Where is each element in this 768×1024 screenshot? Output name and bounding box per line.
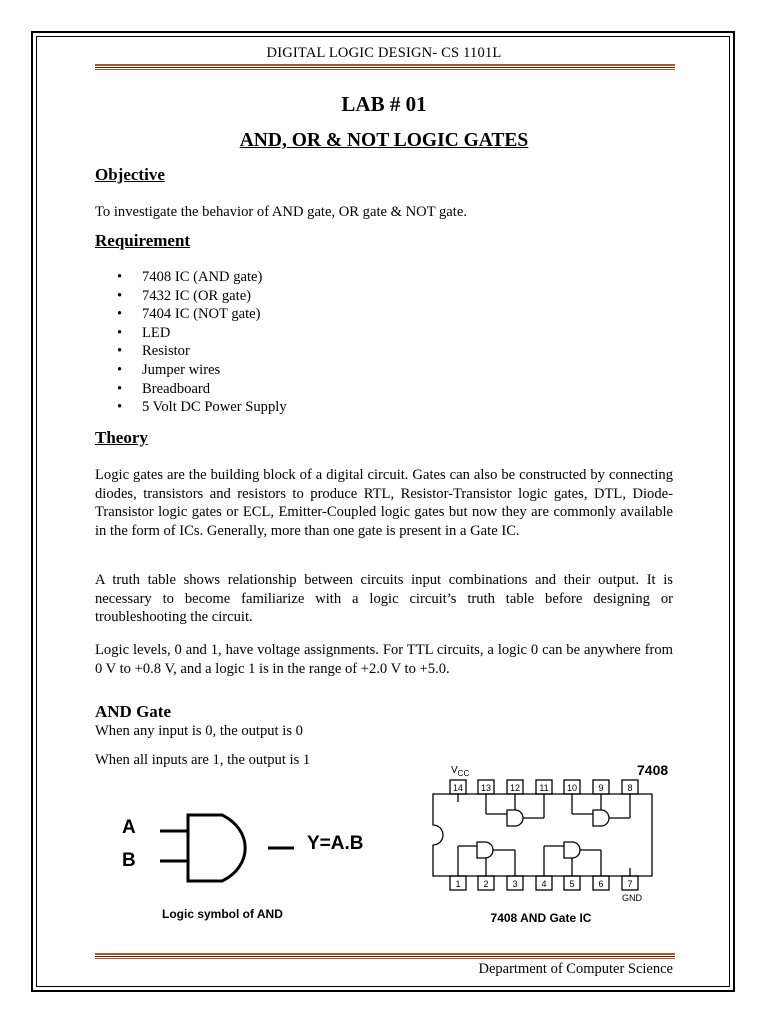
pin-label: 3 — [512, 879, 518, 889]
pin-label: 4 — [541, 879, 547, 889]
objective-text: To investigate the behavior of AND gate, OR gate & NOT gate. — [95, 204, 467, 220]
input-a-label: A — [122, 817, 136, 838]
vcc-label: $V_{CC}$ — [451, 765, 470, 778]
list-item: • LED — [117, 324, 171, 341]
page-footer: Department of Computer Science — [478, 961, 673, 977]
and-gate-heading: AND Gate — [95, 702, 172, 721]
ic-caption: 7408 AND Gate IC — [490, 911, 592, 925]
and-symbol-caption: Logic symbol of AND — [162, 907, 283, 921]
output-label: Y=A.B — [307, 833, 364, 854]
ic-7408-diagram — [425, 760, 675, 932]
page-header: DIGITAL LOGIC DESIGN- CS 1101L — [266, 45, 502, 61]
theory-paragraph-1: Logic gates are the building block of a digital circuit. Gates can also be constructed by connecting diodes, transistors and resistors to produce RTL, Resistor-Transistor logic gates, DTL, Diode-Transistor logic gates or ECL, Emitter-Coupled logic gates but now they are commonly available in the form of ICs. Generally, more than one gate is present in a Gate IC. — [95, 467, 673, 539]
theory-heading: Theory — [95, 428, 148, 447]
gnd-label: GND — [622, 893, 642, 903]
and-rule-2: When all inputs are 1, the output is 1 — [95, 752, 311, 768]
list-item: • Jumper wires — [117, 361, 221, 378]
pin-label: 6 — [598, 879, 604, 889]
pin-label: 9 — [598, 783, 604, 793]
list-item: • 7408 IC (AND gate) — [117, 269, 263, 285]
footer-rule — [95, 953, 675, 959]
theory-paragraph-3: Logic levels, 0 and 1, have voltage assignments. For TTL circuits, a logic 0 can be anywhere from 0 V to +0.8 V, and a logic 1 is in the range of +2.0 V to +5.0. — [95, 642, 673, 677]
pin-label: 11 — [539, 783, 549, 793]
pin-label: 1 — [455, 879, 461, 889]
pin-label: 12 — [509, 783, 521, 793]
lab-subtitle: AND, OR & NOT LOGIC GATES — [239, 130, 529, 151]
pin-label: 8 — [627, 783, 633, 793]
requirement-list — [95, 268, 287, 417]
list-item: • 5 Volt DC Power Supply — [117, 399, 287, 416]
theory-paragraph-2: A truth table shows relationship between circuits input combinations and their output. It is necessary to become familiarize with a logic circuit’s truth table before designing or troubleshooting the circuit. — [95, 572, 673, 625]
list-item: • 7404 IC (NOT gate) — [117, 306, 261, 323]
pin-label: 10 — [566, 783, 578, 793]
header-rule — [95, 64, 675, 70]
ic-part-number: 7408 — [637, 762, 669, 778]
objective-heading: Objective — [95, 165, 165, 184]
and-logic-symbol — [110, 805, 390, 930]
pin-label: 7 — [627, 879, 633, 889]
pin-label: 2 — [483, 879, 489, 889]
list-item: • Resistor — [117, 343, 190, 360]
list-item: • 7432 IC (OR gate) — [117, 287, 252, 304]
pin-label: 13 — [480, 783, 492, 793]
list-item: • Breadboard — [117, 380, 211, 397]
and-rule-1: When any input is 0, the output is 0 — [95, 723, 303, 739]
pin-label: 14 — [452, 783, 464, 793]
input-b-label: B — [122, 850, 136, 871]
requirement-heading: Requirement — [95, 231, 191, 250]
pin-label: 5 — [569, 879, 575, 889]
lab-title: LAB # 01 — [341, 92, 427, 116]
